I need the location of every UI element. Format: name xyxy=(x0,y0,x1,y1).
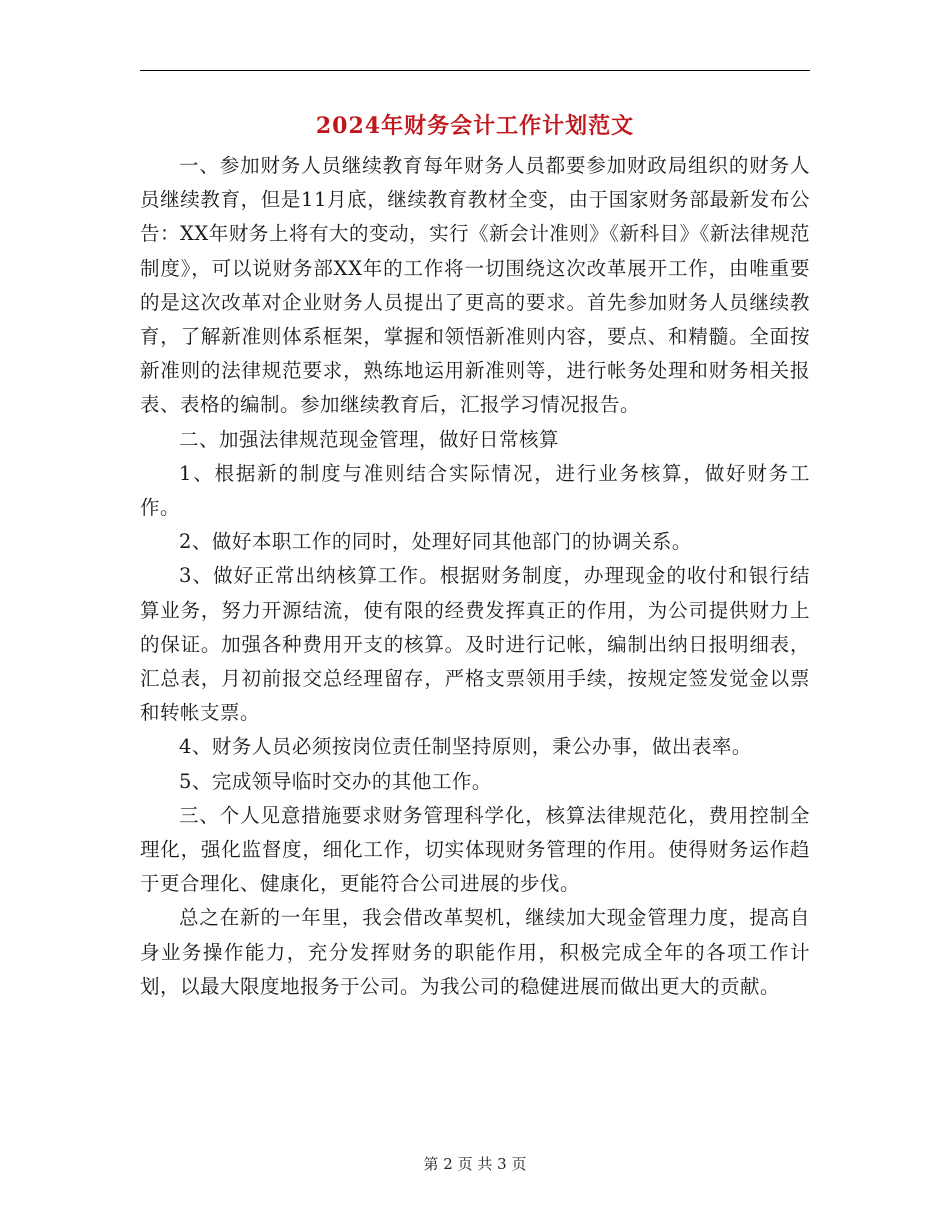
list-item-1: 1、根据新的制度与准则结合实际情况，进行业务核算，做好财务工作。 xyxy=(140,461,810,520)
header-rule xyxy=(140,70,810,71)
heading-cash-management: 二、加强法律规范现金管理，做好日常核算 xyxy=(179,427,560,451)
list-item-3: 3、做好正常出纳核算工作。根据财务制度，办理现金的收付和银行结算业务，努力开源结流，使有限的经费发挥真正的作用，为公司提供财力上的保证。加强各种费用开支的核算。及时进行记帐，编制出纳日报明细表，汇总表，月初前报交总经理留存，严格支票领用手续，按规定签发觉金以票和转帐支票。 xyxy=(140,564,810,725)
page-number: 第 2 页 共 3 页 xyxy=(423,1155,527,1173)
paragraph-personal-suggestions: 三、个人见意措施要求财务管理科学化，核算法律规范化，费用控制全理化，强化监督度，细化工作，切实体现财务管理的作用。使得财务运作趋于更合理化、健康化，更能符合公司进展的步伐。 xyxy=(140,803,810,896)
list-item-2: 2、做好本职工作的同时，处理好同其他部门的协调关系。 xyxy=(179,530,692,554)
document-body xyxy=(140,149,810,1004)
paragraph-continuing-education: 一、参加财务人员继续教育每年财务人员都要参加财政局组织的财务人员继续教育，但是11月底，继续教育教材全变，由于国家财务部最新发布公告：XX年财务上将有大的变动，实行《新会计准则》《新科目》《新法律规范制度》，可以说财务部XX年的工作将一切围绕这次改革展开工作，由唯重要的是这次改革对企业财务人员提出了更高的要求。首先参加财务人员继续教育，了解新准则体系框架，掌握和领悟新准则内容，要点、和精髓。全面按新准则的法律规范要求，熟练地运用新准则等，进行帐务处理和财务相关报表、表格的编制。参加继续教育后，汇报学习情况报告。 xyxy=(140,154,810,417)
document-title: 2024年财务会计工作计划范文 xyxy=(315,113,635,139)
list-item-5: 5、完成领导临时交办的其他工作。 xyxy=(179,769,492,793)
list-item-4: 4、财务人员必须按岗位责任制坚持原则，秉公办事，做出表率。 xyxy=(179,735,752,759)
paragraph-conclusion: 总之在新的一年里，我会借改革契机，继续加大现金管理力度，提高自身业务操作能力，充分发挥财务的职能作用，积极完成全年的各项工作计划，以最大限度地报务于公司。为我公司的稳健进展而做出更大的贡献。 xyxy=(140,906,810,998)
